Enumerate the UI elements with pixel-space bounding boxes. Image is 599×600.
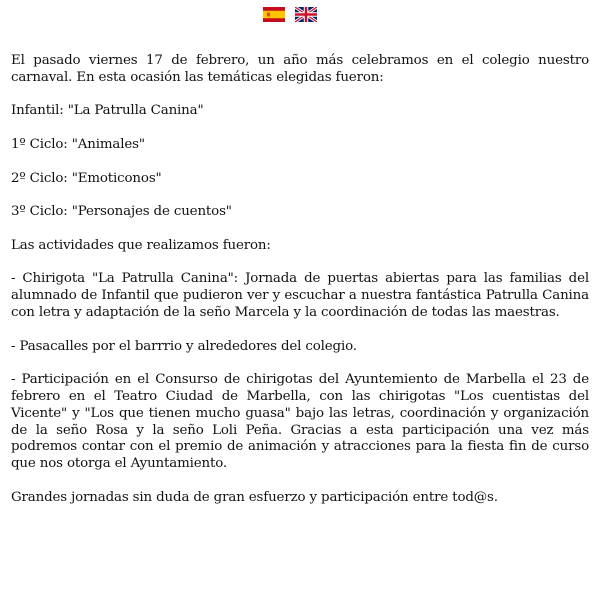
activity-concurso: - Participación en el Consurso de chirigotas del Ayuntemiento de Marbella el 23 de febrero en el Teatro Ciudad de Marbella, con las chirigotas "Los cuentistas del Vicente" y "Los que tienen mucho guasa" bajo las letras, coordinación y organización de la seño Rosa y la seño Loli Peña. Gracias a esta participación una vez más podremos contar con el premio de animación y atracciones para la fiesta fin de curso que nos otorga el Ayuntamiento.: [11, 372, 589, 472]
theme-ciclo-3: 3º Ciclo: "Personajes de cuentos": [11, 204, 232, 220]
activity-chirigota: - Chirigota "La Patrulla Canina": Jornada de puertas abiertas para las familias del alumnado de Infantil que pudieron ver y escuchar a nuestra fantástica Patrulla Canina con letra y adaptación de la seño Marcela y la coordinación de todas las maestras.: [11, 271, 589, 320]
theme-ciclo-2: 2º Ciclo: "Emoticonos": [11, 170, 162, 186]
theme-ciclo-1: 1º Ciclo: "Animales": [11, 136, 145, 152]
uk-flag-icon[interactable]: [295, 7, 317, 22]
spain-flag-icon[interactable]: [263, 7, 285, 22]
theme-infantil: Infantil: "La Patrulla Canina": [11, 103, 204, 119]
article-intro: El pasado viernes 17 de febrero, un año más celebramos en el colegio nuestro carnaval. En esta ocasión las temáticas elegidas fueron:: [11, 53, 589, 85]
article-body: [11, 53, 589, 523]
activities-heading: Las actividades que realizamos fueron:: [11, 237, 271, 253]
article-closing: Grandes jornadas sin duda de gran esfuerzo y participación entre tod@s.: [11, 489, 498, 505]
language-switcher: [263, 7, 317, 22]
activity-pasacalles: - Pasacalles por el barrrio y alrededores del colegio.: [11, 338, 357, 354]
